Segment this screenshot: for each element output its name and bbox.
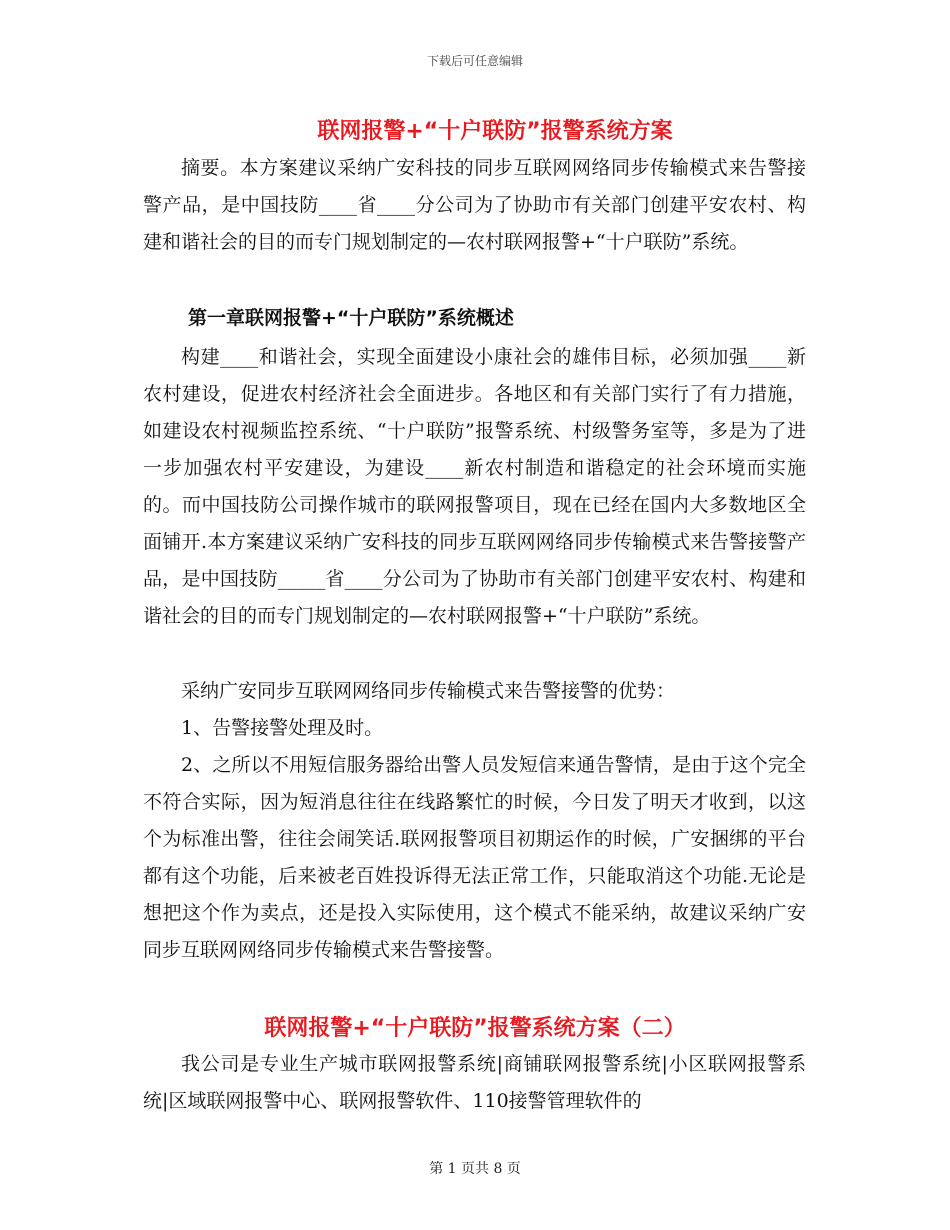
section-title-2: 联网报警+“十户联防”报警系统方案（二）: [264, 1016, 686, 1041]
company-paragraph: 我公司是专业生产城市联网报警系统|商铺联网报警系统|小区联网报警系统|区域联网报警中心、联网报警软件、110接警管理软件的: [143, 1053, 806, 1112]
abstract-paragraph: 摘要。本方案建议采纳广安科技的同步互联网网络同步传输模式来告警接警产品，是中国技防____省____分公司为了协助市有关部门创建平安农村、构建和谐社会的目的而专门规划制定的—农村联网报警+“十户联防”系统。: [143, 157, 806, 253]
advantage-item-1: 1、告警接警处理及时。: [181, 717, 384, 739]
document-title: 联网报警+“十户联防”报警系统方案: [317, 119, 673, 144]
advantage-item-2: 2、之所以不用短信服务器给出警人员发短信来通告警情，是由于这个完全不符合实际，因为短消息往往在线路繁忙的时候，今日发了明天才收到，以这个为标准出警，往往会闹笑话.联网报警项目初期运作的时候，广安捆绑的平台都有这个功能，后来被老百姓投诉得无法正常工作，只能取消这个功能.无论是想把这个作为卖点，还是投入实际使用，这个模式不能采纳，故建议采纳广安同步互联网网络同步传输模式来告警接警。: [143, 754, 806, 961]
overview-paragraph: 构建____和谐社会，实现全面建设小康社会的雄伟目标，必须加强____新农村建设，促进农村经济社会全面进步。各地区和有关部门实行了有力措施，如建设农村视频监控系统、“十户联防”报警系统、村级警务室等，多是为了进一步加强农村平安建设，为建设____新农村制造和谐稳定的社会环境而实施的。而中国技防公司操作城市的联网报警项目，现在已经在国内大多数地区全面铺开.本方案建议采纳广安科技的同步互联网网络同步传输模式来告警接警产品，是中国技防_____省____分公司为了协助市有关部门创建平安农村、构建和谐社会的目的而专门规划制定的—农村联网报警+“十户联防”系统。: [143, 346, 806, 627]
advantages-intro: 采纳广安同步互联网网络同步传输模式来告警接警的优势：: [181, 680, 676, 702]
page-footer: 第 1 页共 8 页: [429, 1161, 521, 1177]
chapter-heading: 第一章联网报警+“十户联防”系统概述: [188, 307, 514, 329]
page-header: 下载后可任意编辑: [426, 54, 523, 68]
